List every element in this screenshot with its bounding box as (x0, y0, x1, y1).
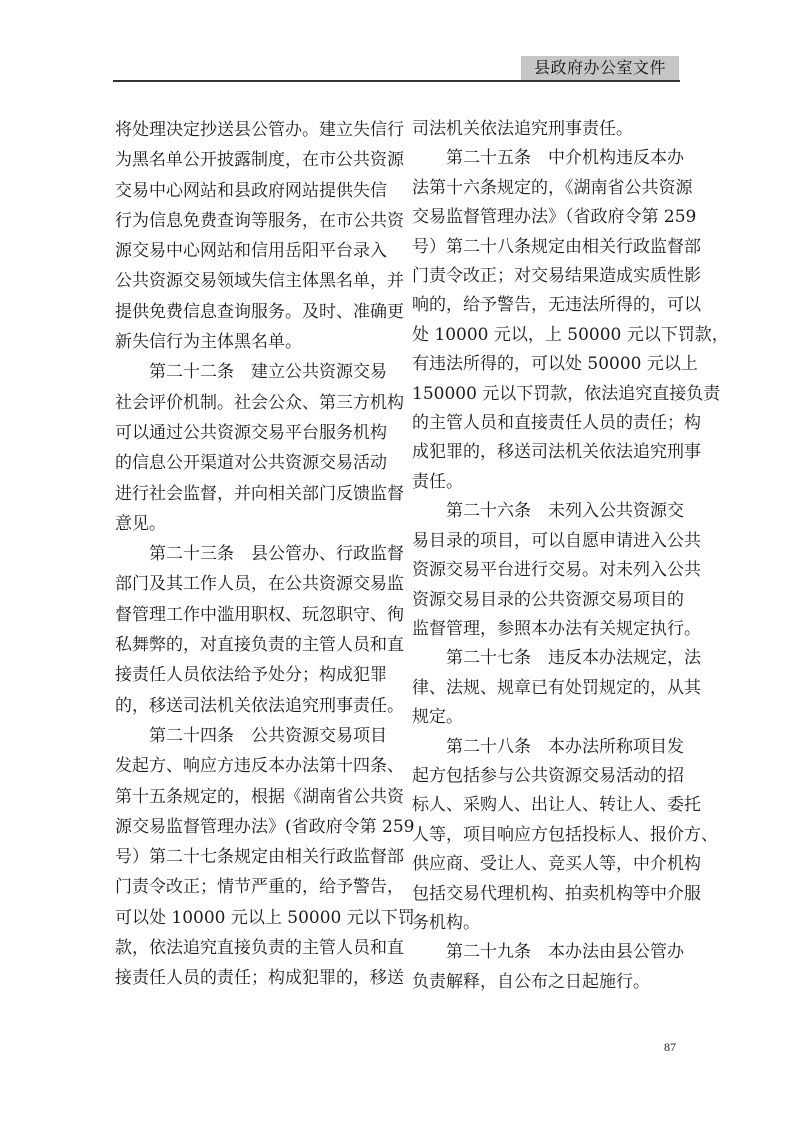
text-line: 交易中心网站和县政府网站提供失信 (115, 180, 387, 201)
text-line: 为黑名单公开披露制度，在市公共资源 (115, 150, 404, 171)
text-line: 规定。 (412, 707, 463, 728)
text-line: 处 10000 元以，上 50000 元以下罚款， (412, 324, 729, 345)
text-line: 的主管人员和直接责任人员的责任；构 (412, 413, 701, 434)
text-line: 社会评价机制。社会公众、第三方机构 (115, 392, 404, 413)
header-divider (113, 80, 680, 82)
text-line: 发起方、响应方违反本办法第十四条、 (115, 756, 404, 777)
text-line: 起方包括参与公共资源交易活动的招 (412, 765, 684, 786)
text-line: 响的，给予警告，无违法所得的，可以 (412, 295, 701, 316)
text-line: 第二十四条 公共资源交易项目 (149, 725, 387, 746)
text-line: 资源交易目录的公共资源交易项目的 (412, 589, 684, 610)
text-line: 将处理决定抄送县公管办。建立失信行 (115, 120, 404, 140)
text-line: 成犯罪的，移送司法机关依法追究刑事 (412, 442, 701, 463)
text-line: 第二十九条 本办法由县公管办 (446, 942, 684, 963)
text-line: 第二十七条 违反本办法规定，法 (446, 648, 701, 669)
text-line: 监督管理，参照本办法有关规定执行。 (412, 618, 701, 639)
text-line: 行为信息免费查询等服务，在市公共资 (115, 210, 404, 231)
text-column-left (115, 115, 415, 994)
text-line: 号）第二十七条规定由相关行政监督部 (115, 847, 404, 868)
text-line: 负责解释，自公布之日起施行。 (412, 971, 650, 992)
text-line: 交易监督管理办法》（省政府令第 259 (412, 207, 697, 228)
text-line: 人等，项目响应方包括投标人、报价方、 (412, 824, 718, 845)
text-line: 第十五条规定的，根据《湖南省公共资 (115, 786, 404, 807)
text-line: 供应商、受让人、竞买人等，中介机构 (412, 854, 701, 875)
paragraph (412, 733, 718, 939)
paragraph (412, 938, 684, 997)
text-line: 150000 元以下罚款，依法追究直接负责 (412, 383, 721, 404)
text-line: 司法机关依法追究刑事责任。 (412, 119, 633, 139)
text-line: 接责任人员依法给予处分；构成犯罪 (115, 665, 387, 686)
text-line: 务机构。 (412, 912, 480, 933)
text-line: 法第十六条规定的，《湖南省公共资源 (412, 177, 693, 198)
text-line: 第二十八条 本办法所称项目发 (446, 736, 684, 757)
text-line: 包括交易代理机构、拍卖机构等中介服 (412, 883, 701, 904)
paragraph (115, 721, 415, 994)
text-line: 资源交易平台进行交易。对未列入公共 (412, 560, 701, 581)
text-line: 门责令改正；对交易结果造成实质性影 (412, 266, 701, 287)
text-line: 律、法规、规章已有处罚规定的，从其 (412, 677, 701, 698)
text-line: 接责任人员的责任；构成犯罪的，移送 (115, 968, 404, 989)
text-line: 部门及其工作人员，在公共资源交易监 (115, 574, 404, 595)
text-line: 新失信行为主体黑名单。 (115, 332, 302, 353)
paragraph (115, 115, 404, 357)
text-line: 款，依法追究直接负责的主管人员和直 (115, 938, 404, 959)
paragraph (412, 644, 701, 732)
paragraph (115, 539, 404, 721)
text-line: 门责令改正；情节严重的，给予警告， (115, 877, 404, 898)
paragraph (115, 357, 404, 539)
text-line: 责任。 (412, 471, 463, 492)
text-line: 易目录的项目，可以自愿申请进入公共 (412, 530, 701, 551)
text-line: 督管理工作中滥用职权、玩忽职守、徇 (115, 604, 404, 625)
paragraph (412, 144, 729, 497)
text-line: 意见。 (115, 513, 166, 534)
text-column-right (412, 115, 729, 997)
text-line: 私舞弊的，对直接负责的主管人员和直 (115, 635, 404, 656)
paragraph (412, 497, 701, 644)
text-line: 标人、采购人、出让人、转让人、委托 (412, 795, 701, 816)
text-line: 第二十三条 县公管办、行政监督 (149, 544, 404, 565)
text-line: 有违法所得的，可以处 50000 元以上 (412, 354, 698, 375)
text-line: 第二十六条 未列入公共资源交 (446, 501, 684, 522)
text-line: 进行社会监督，并向相关部门反馈监督 (115, 483, 404, 504)
text-line: 的信息公开渠道对公共资源交易活动 (115, 453, 387, 474)
text-line: 公共资源交易领域失信主体黑名单，并 (115, 271, 404, 292)
text-line: 的，移送司法机关依法追究刑事责任。 (115, 695, 404, 716)
text-line: 可以通过公共资源交易平台服务机构 (115, 422, 387, 443)
page-number: 87 (664, 1040, 676, 1054)
paragraph (412, 115, 679, 144)
text-line: 第二十二条 建立公共资源交易 (149, 362, 387, 383)
text-line: 源交易中心网站和信用岳阳平台录入 (115, 241, 387, 262)
text-line: 源交易监督管理办法》(省政府令第 259 (115, 816, 415, 837)
text-line: 可以处 10000 元以上 50000 元以下罚 (115, 907, 415, 928)
document-header-label: 县政府办公室文件 (521, 56, 679, 80)
text-line: 提供免费信息查询服务。及时、准确更 (115, 301, 404, 322)
text-line: 号）第二十八条规定由相关行政监督部 (412, 236, 701, 257)
text-line: 第二十五条 中介机构违反本办 (446, 148, 684, 169)
